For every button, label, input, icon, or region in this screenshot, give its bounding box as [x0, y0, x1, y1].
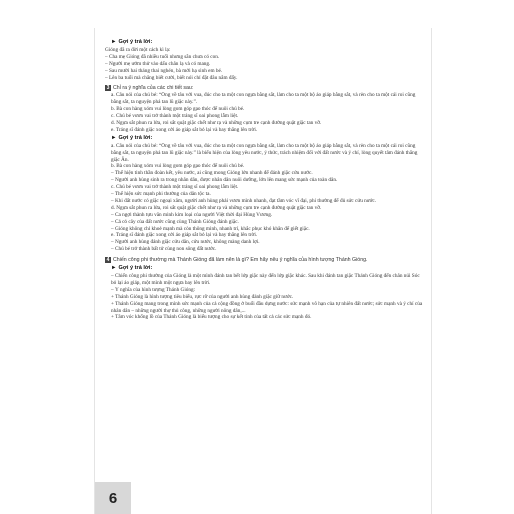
triangle-bullet-icon: ► [111, 134, 117, 141]
answer-line: – Gióng không chỉ khoẻ mạnh mà còn thông minh, nhanh trí, khắc phục khó khăn để giết giặc. [111, 225, 310, 232]
text-line: Gióng đã ra đời một cách kì lạ: [105, 46, 171, 53]
answer-line: d. Ngựa sắt phun ra lửa, roi sắt quật giặc chết như rạ và những cụm tre cạnh đường quật giặc tan vỡ. [111, 204, 322, 211]
answer-line: + Tâm vóc khổng lồ của Thánh Gióng là biểu tượng cho sự kết tinh của tất cả các sức mạnh đó. [111, 314, 312, 321]
question-item: d. Ngựa sắt phun ra lửa, roi sắt quật giặc chết như rạ và những cụm tre cạnh đường quật giặc tan vỡ. [111, 119, 322, 126]
answer-line: – Ý nghĩa của hình tượng Thánh Gióng: [111, 286, 196, 293]
question-item: b. Bà con hàng xóm vui lòng gom góp gạo thóc để nuôi chú bé. [111, 106, 245, 113]
question-text: Chiến công phi thường mà Thánh Gióng đã làm nên là gì? Em hãy nêu ý nghĩa của hình tượng Thánh Gióng. [113, 257, 368, 264]
text-line: – Lên ba tuổi mà chẳng biết cười, biết nói chỉ đặt đâu nằm đấy. [105, 74, 238, 81]
answer-line: b. Bà con hàng xóm vui lòng gom góp gạo thóc để nuôi chú bé. [111, 163, 245, 170]
answer-line: – Người anh hùng sinh ra trong nhân dân, được nhân dân nuôi dưỡng, lớn lên mang sức mạnh của toàn dân. [111, 177, 338, 184]
answer-line: – Chiến công phi thường của Gióng là một mình đánh tan bết lớp giặc này đến lớp giặc khác. Sau khi đánh tan giặc Thánh Gióng đến chân núi Sóc bỏ lại áo giáp, một mình một ngựa bay lên trời. [111, 273, 420, 286]
answer-line: c. Chú bé vươn vai trở thành một tráng sĩ oai phong lẫm liệt. [111, 184, 239, 191]
text-line: – Cha mẹ Gióng đã nhiều tuổi nhưng sẵn chưa có con. [105, 53, 220, 60]
hint-heading [111, 265, 425, 272]
page-content [105, 38, 425, 321]
triangle-bullet-icon: ► [111, 265, 117, 272]
answer-line: – Người anh hùng đánh giặc cứu dân, cứu nước, không màng danh lợi. [111, 239, 260, 246]
page-number: 6 [95, 482, 131, 514]
answer-line: – Thể hiện sức mạnh phi thường của dân tộc ta. [111, 191, 211, 198]
question-item: c. Chú bé vươn vai trở thành một tráng sĩ oai phong lẫm liệt. [111, 113, 239, 120]
answer-line: – Cả cỏ cây của đất nước cũng cùng Thánh Gióng đánh giặc. [111, 218, 239, 225]
answer-line: – Ca ngợi thành tựu văn minh kim loại của người Việt thời đại Hùng Vương. [111, 211, 273, 218]
hint-heading [111, 135, 425, 142]
answer-line: + Thánh Gióng là hình tượng tiêu biểu, rực rỡ của người anh hùng đánh giặc giữ nước. [111, 293, 294, 300]
answer-line: – Chú bé trở thành bất tử cùng non sông đất nước. [111, 246, 217, 253]
question-number: 4 [106, 257, 110, 264]
hint-label: Gợi ý trả lời: [118, 265, 153, 272]
hint-label: Gợi ý trả lời: [118, 39, 153, 45]
question-3 [105, 85, 425, 92]
answer-line: + Thánh Gióng mang trong mình sức mạnh của cả cộng đồng ở buổi đầu dựng nước: sức mạnh vô hạn của tự nhiên đất nước; sức mạnh và ý chí của nhân dân – những người thợ thủ công, những người nông dân,... [111, 300, 423, 314]
question-item: a. Câu nói của chú bé: “Ông về tâu với vua, đúc cho ta một con ngựa bằng sắt, làm cho ta một bộ áo giáp bằng sắt, và rèn cho ta một cái roi cũng bằng sắt, ta nguyện phá tan lũ giặc này.”. [111, 92, 416, 106]
answer-line: – Thể hiện tinh thần đoàn kết, yêu nước, ai cũng mong Gióng lớn nhanh để đánh giặc cứu nước. [111, 170, 313, 177]
question-number: 3 [106, 85, 110, 92]
text-line: – Sau mười hai tháng thai nghén, bà mới hạ sinh em bé. [105, 67, 223, 74]
answer-line: – Khi đất nước có giặc ngoại xâm, người anh hùng phải vươn mình nhanh, đạt tầm vóc vĩ đại, phi thường để đủ sức cứu nước. [111, 197, 377, 204]
text-line: – Người mẹ ướm thử vào dấu chân lạ và có mang. [105, 60, 211, 67]
answer-line: a. Câu nói của chú bé: “Ông về tâu với vua, đúc cho ta một con ngựa bằng sắt, làm cho ta một bộ áo giáp bằng sắt, và rèn cho ta một cái roi cũng bằng sắt, ta nguyện phá tan lũ giặc này.” là biểu hiện của lòng yêu nước, ý thức, trách nhiệm đối với đất nước và ý chí, lòng quyết tâm đánh thắng giặc Ân. [111, 142, 418, 163]
book-page [94, 28, 432, 514]
hint-label: Gợi ý trả lời: [118, 134, 153, 141]
question-4 [105, 257, 425, 264]
answer-line: e. Tráng sĩ đánh giặc xong cởi áo giáp sắt bỏ lại và bay thẳng lên trời. [111, 232, 258, 239]
question-text: Chỉ ra ý nghĩa của các chi tiết sau: [113, 85, 194, 92]
question-item: e. Tráng sĩ đánh giặc xong cởi áo giáp sắt bỏ lại và bay thẳng lên trời. [111, 126, 258, 133]
triangle-bullet-icon: ► [111, 39, 117, 45]
hint-heading [111, 39, 425, 46]
